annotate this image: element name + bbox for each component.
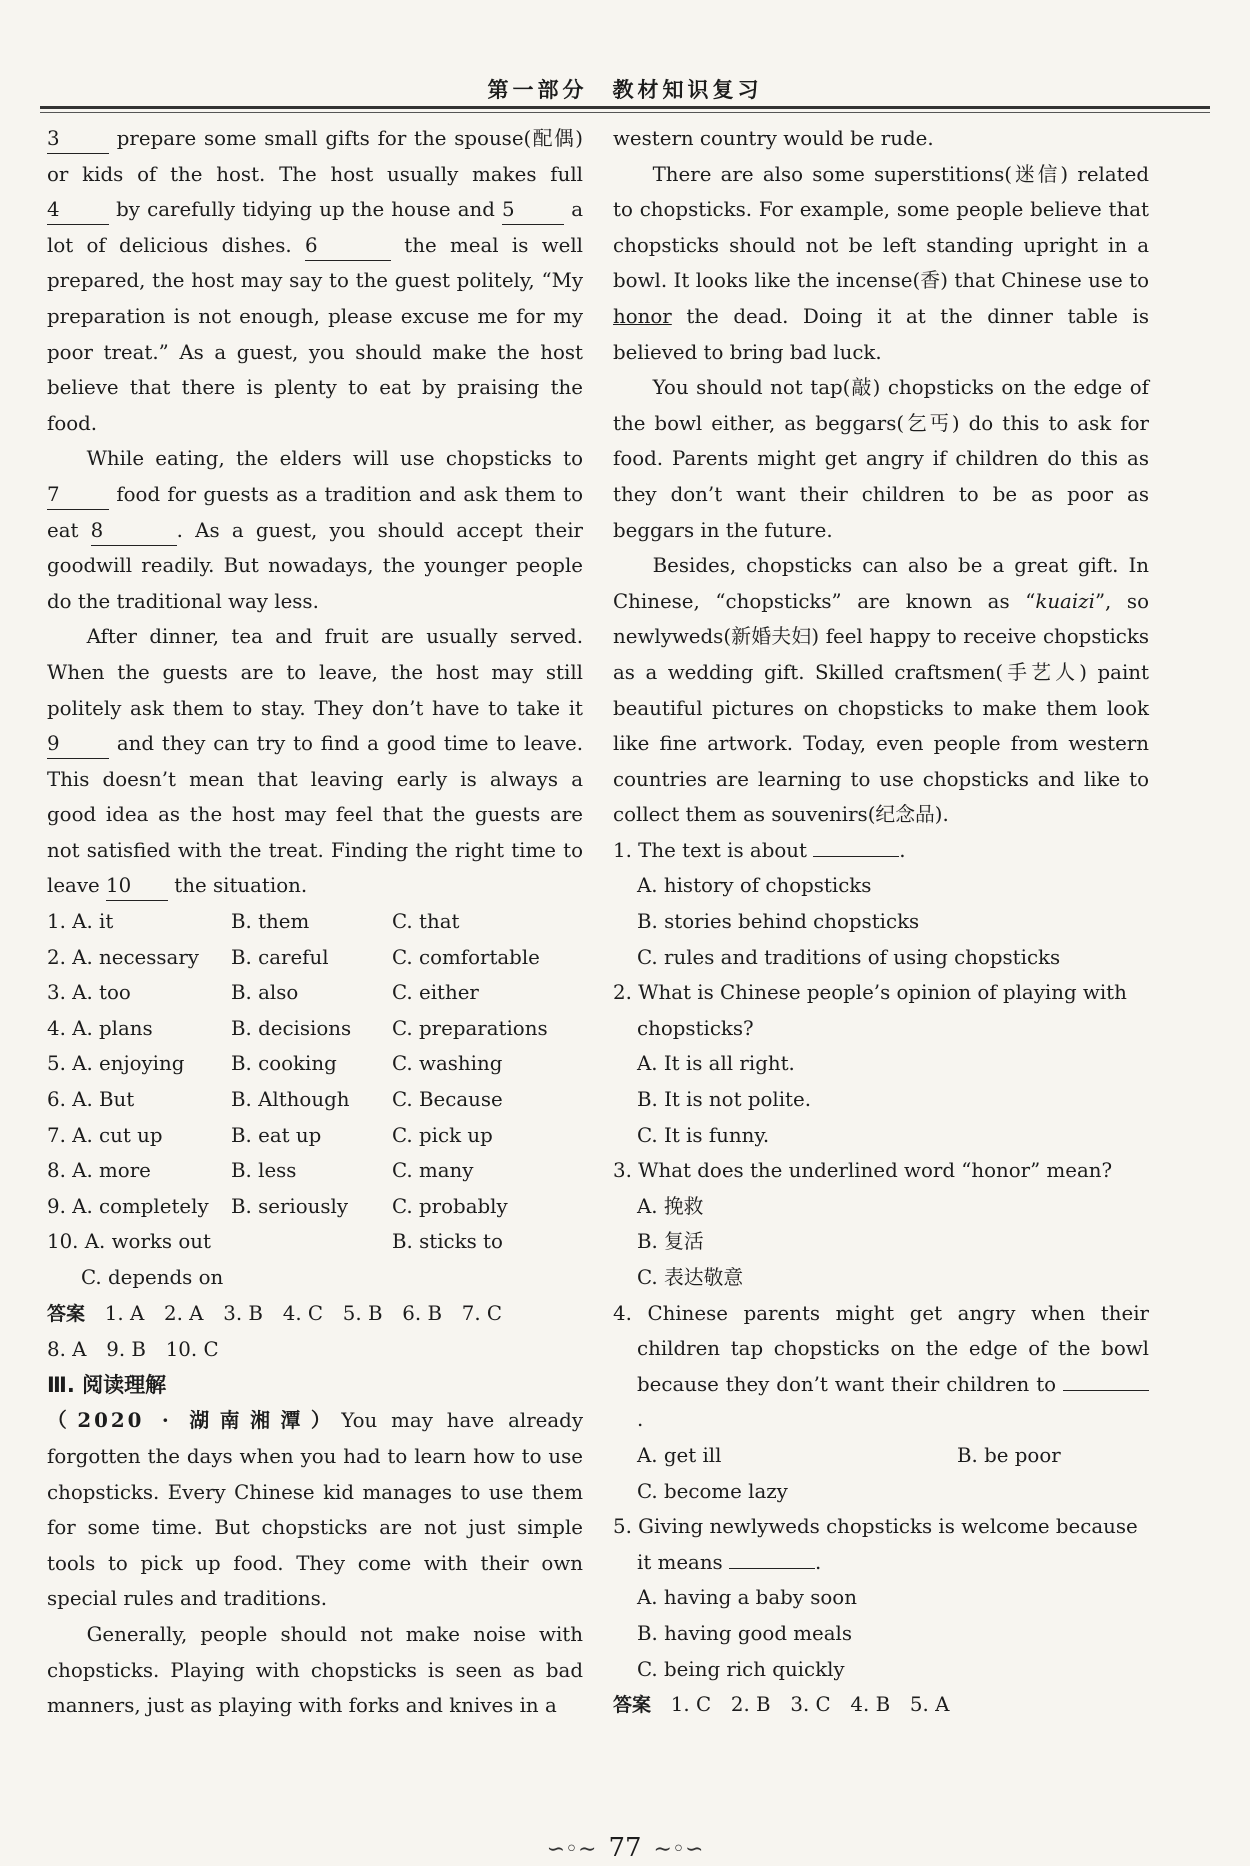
q5-choice-b: B. having good meals [637,1621,853,1645]
option-row-10: 10. A. works out B. sticks to [47,1230,503,1254]
header-rule [40,106,1210,109]
answer-blank-5 [729,1568,815,1569]
option-row-7: 7. A. cut up B. eat up C. pick up [47,1123,493,1147]
source-tag: （2020 · 湖南湘潭） [47,1408,342,1433]
option-row-2: 2. A. necessary B. careful C. comfortable [47,945,540,969]
cloze-paragraph-1: 3 prepare some small gifts for the spouse(配偶) or kids of the host. The host usually makes full 4 by carefully tidying up the house and 5 a lot of delicious dishes. 6 the meal is well prepared, the host may say to the guest politely, “My preparation is not enough, please excuse me for my poor treat.” As a guest, you should make the host believe that there is plenty to eat by praising the food. [47,127,584,435]
section-title: Ⅲ. 阅读理解 [47,1372,167,1397]
blank-8: 8 [91,517,177,546]
reading-paragraph-3: There are also some superstitions(迷信) related to chopsticks. For example, some people believe that chopsticks should not be left standing upright in a bowl. It looks like the incense(香) that Chinese use to honor the dead. Doing it at the dinner table is believed to bring bad luck. [613,162,1149,364]
q1-choice-a: A. history of chopsticks [637,874,872,898]
right-column [613,121,1149,1724]
option-row-8: 8. A. more B. less C. many [47,1159,474,1183]
option-row-4: 4. A. plans B. decisions C. preparations [47,1016,548,1040]
question-4: 4. Chinese parents might get angry when their children tap chopsticks on the edge of the bowl because they don’t want their children to . [613,1301,1149,1432]
question-3: 3. What does the underlined word “honor” mean? [613,1159,1113,1183]
reading-paragraph-2: Generally, people should not make noise with chopsticks. Playing with chopsticks is seen as bad manners, just as playing with forks and knives in a [47,1622,583,1718]
underlined-word: honor [613,304,672,328]
reading-paragraph-1: （2020 · 湖南湘潭）You may have already forgotten the days when you had to learn how to use chopsticks. Every Chinese kid manages to use them for some time. But chopsticks are not just simple tools to pick up food. They come with their own special rules and traditions. [47,1408,583,1611]
answer-key-1: 答案 1. A 2. A 3. B 4. C 5. B 6. B 7. C 8. A 9. B 10. C [47,1301,503,1362]
question-2: 2. What is Chinese people’s opinion of playing with chopsticks? [613,981,1127,1040]
reading-paragraph-5: Besides, chopsticks can also be a great gift. In Chinese, “chopsticks” are known as “kuaizi”, so newlyweds(新婚夫妇) feel happy to receive chopsticks as a wedding gift. Skilled craftsmen(手艺人) paint beautiful pictures on chopsticks to make them look like fine artwork. Today, even people from western countries are learning to use chopsticks and like to collect them as souvenirs(纪念品). [613,554,1149,827]
reading-paragraph-4: You should not tap(敲) chopsticks on the edge of the bowl either, as beggars(乞丐) do this to ask for food. Parents might get angry if children do this as they don’t want their children to be as poor as beggars in the future. [613,376,1149,542]
q1-choice-c: C. rules and traditions of using chopsticks [637,945,1061,969]
left-flourish-icon: ∽◦∼ [546,1837,597,1862]
q1-choice-b: B. stories behind chopsticks [637,910,920,934]
option-row-10-c: C. depends on [81,1266,224,1289]
q4-choice-c: C. become lazy [637,1479,788,1503]
cloze-paragraph-2: While eating, the elders will use chopsticks to 7 food for guests as a tradition and ask them to eat 8 . As a guest, you should accept their goodwill readily. But nowadays, the younger people do the traditional way less. [47,447,583,613]
q4-choice-row: A. get ill B. be poor [637,1443,1061,1467]
blank-4: 4 [47,196,109,225]
option-row-9: 9. A. completely B. seriously C. probably [47,1194,508,1218]
q3-choice-c: C. 表达敬意 [637,1266,744,1289]
page-footer [0,1833,1250,1863]
blank-10: 10 [106,872,168,901]
option-row-6: 6. A. But B. Although C. Because [47,1088,503,1112]
cloze-paragraph-3: After dinner, tea and fruit are usually served. When the guests are to leave, the host may still politely ask them to stay. They don’t have to take it 9 and they can try to find a good time to leave. This doesn’t mean that leaving early is always a good idea as the host may feel that the guests are not satisfied with the treat. Finding the right time to leave 10 the situation. [47,619,583,904]
question-1: 1. The text is about . [613,838,906,862]
q2-choice-c: C. It is funny. [637,1123,770,1147]
reading-paragraph-2-cont: western country would be rude. [613,127,934,150]
blank-7: 7 [47,481,109,510]
q2-choice-b: B. It is not polite. [637,1088,811,1112]
blank-9: 9 [47,730,109,759]
answer-blank-4 [1063,1390,1149,1391]
blank-3: 3 [47,125,109,154]
question-5: 5. Giving newlyweds chopsticks is welcome because it means . [613,1515,1138,1574]
cloze-options [47,904,583,1296]
option-row-3: 3. A. too B. also C. either [47,981,479,1005]
page-header: 第一部分 教材知识复习 [487,77,763,102]
q5-choice-c: C. being rich quickly [637,1657,845,1681]
option-row-1: 1. A. it B. them C. that [47,910,460,934]
q2-choice-a: A. It is all right. [637,1052,795,1076]
answer-blank-1 [813,856,899,857]
page-number: 77 [608,1833,642,1863]
q3-choice-b: B. 复活 [637,1230,704,1254]
left-column [47,121,583,1724]
q5-choice-a: A. having a baby soon [637,1586,857,1610]
q3-choice-a: A. 挽救 [637,1194,704,1218]
blank-6: 6 [305,232,391,261]
option-row-5: 5. A. enjoying B. cooking C. washing [47,1052,503,1076]
blank-5: 5 [502,196,564,225]
answer-key-2: 答案 1. C 2. B 3. C 4. B 5. A [613,1693,950,1717]
header-rule-thin [40,112,1210,113]
right-flourish-icon: ∼◦∽ [653,1837,704,1862]
